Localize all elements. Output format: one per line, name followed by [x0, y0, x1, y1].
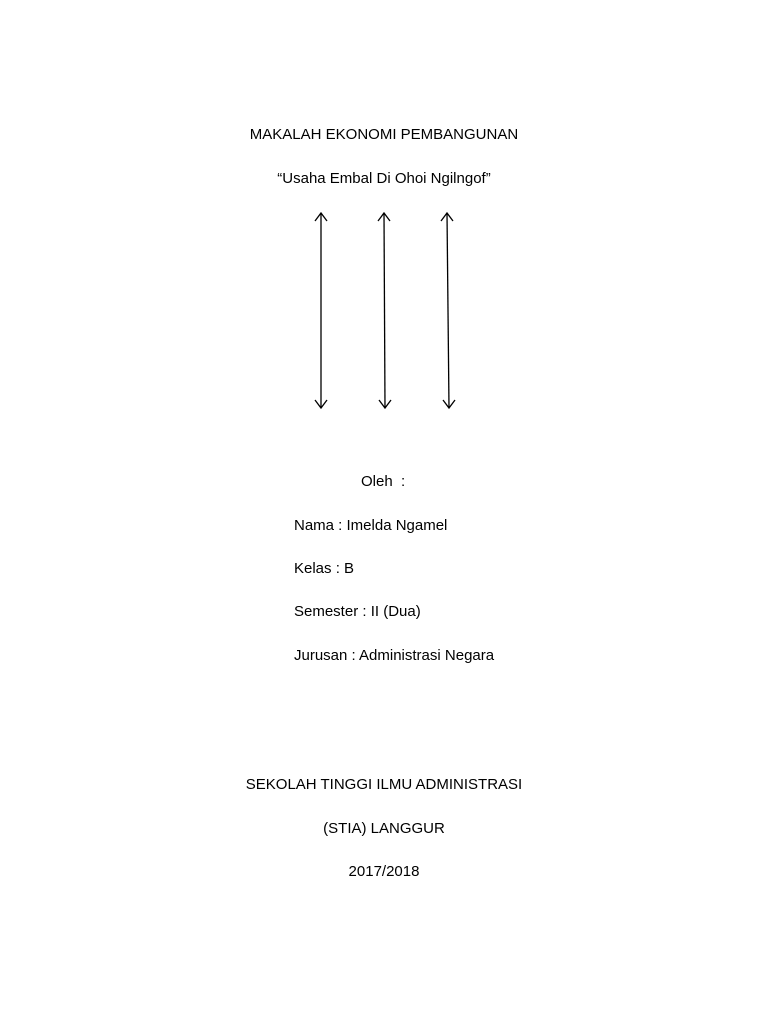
institution-abbreviation: (STIA) LANGGUR	[323, 820, 445, 837]
document-title: MAKALAH EKONOMI PEMBANGUNAN	[249, 126, 519, 143]
double-arrow-icon	[441, 213, 455, 408]
author-intro: Oleh :	[361, 473, 406, 490]
field-semester: Semester : II (Dua)	[294, 603, 421, 620]
arrows-decoration	[300, 205, 470, 415]
academic-year: 2017/2018	[348, 863, 420, 880]
document-subtitle: “Usaha Embal Di Ohoi Ngilngof”	[277, 170, 491, 187]
field-jurusan: Jurusan : Administrasi Negara	[294, 647, 495, 664]
double-arrow-icon	[378, 213, 391, 408]
field-nama: Nama : Imelda Ngamel	[294, 517, 448, 534]
double-arrow-icon	[315, 213, 327, 408]
field-kelas: Kelas : B	[294, 560, 355, 577]
institution-name: SEKOLAH TINGGI ILMU ADMINISTRASI	[245, 776, 523, 793]
